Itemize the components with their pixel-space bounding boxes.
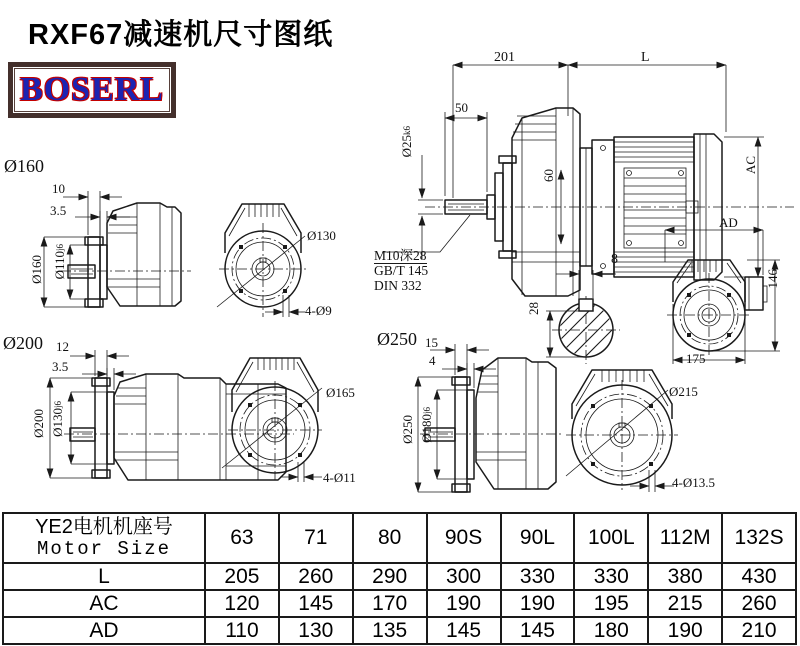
dim-160-spigot: Ø110j6 (52, 244, 67, 280)
dim-215-flange: Ø215 (669, 384, 698, 399)
cell-L-71: 260 (279, 563, 353, 590)
cell-AC-100l: 195 (574, 590, 648, 617)
table-row-AC (3, 590, 796, 617)
dim-146: 146 (765, 269, 780, 289)
label-flange-250: Ø250 (377, 329, 417, 349)
boserl-logo-frame (14, 68, 170, 112)
table-col-112m: 112M (648, 513, 722, 563)
boserl-logo-text: BOSERL (20, 71, 164, 108)
cell-AD-132s: 210 (722, 617, 796, 644)
table-col-100l: 100L (574, 513, 648, 563)
table-row-L (3, 563, 796, 590)
dim-250-outer: Ø250 (400, 415, 415, 444)
dim-key-depth: 28 (526, 302, 541, 315)
dim-215-bolts: 4-Ø13.5 (672, 475, 715, 490)
dim-200-top2: 3.5 (52, 359, 69, 374)
cell-L-112m: 380 (648, 563, 722, 590)
dim-AC: AC (743, 156, 758, 175)
cell-L-80: 290 (353, 563, 427, 590)
dim-160-top1: 10 (52, 181, 65, 196)
cell-AC-112m: 215 (648, 590, 722, 617)
callout-thread-spec: M10深28 (374, 248, 427, 263)
cell-AD-80: 135 (353, 617, 427, 644)
dim-160-outer: Ø160 (29, 255, 44, 284)
cell-AC-71: 145 (279, 590, 353, 617)
table-col-90l: 90L (501, 513, 575, 563)
cell-AC-132s: 260 (722, 590, 796, 617)
tapped-hole-callout (374, 248, 428, 293)
callout-standard-din: DIN 332 (374, 278, 422, 293)
dim-165-bolts: 4-Ø11 (323, 470, 356, 485)
cell-AD-100l: 180 (574, 617, 648, 644)
table-col-63: 63 (205, 513, 279, 563)
table-row-AD (3, 617, 796, 644)
dim-160-top2: 3.5 (50, 203, 67, 218)
dim-250-spigot: Ø180j6 (419, 407, 434, 443)
cell-AD-90l: 145 (501, 617, 575, 644)
dim-L: L (641, 50, 650, 65)
row-label-AD: AD (3, 617, 205, 644)
callout-standard-gb: GB/T 145 (374, 263, 429, 278)
dim-shaft-dia: Ø25k6 (399, 126, 414, 158)
table-col-132s: 132S (722, 513, 796, 563)
table-col-90s: 90S (427, 513, 501, 563)
front-view-165-drawing (210, 350, 375, 522)
cell-L-132s: 430 (722, 563, 796, 590)
cell-AC-63: 120 (205, 590, 279, 617)
cell-AD-63: 110 (205, 617, 279, 644)
table-col-71: 71 (279, 513, 353, 563)
table-header-motor-size: YE2电机机座号 Motor Size (3, 513, 205, 563)
motor-size-table (2, 512, 797, 645)
row-label-AC: AC (3, 590, 205, 617)
label-flange-160: Ø160 (4, 156, 44, 176)
dim-200-top1: 12 (56, 339, 69, 354)
boserl-logo (8, 62, 176, 118)
row-label-L: L (3, 563, 205, 590)
dim-175: 175 (686, 351, 706, 366)
cell-L-90s: 300 (427, 563, 501, 590)
cell-AD-71: 130 (279, 617, 353, 644)
dim-130-flange: Ø130 (307, 228, 336, 243)
dim-200-outer: Ø200 (31, 409, 46, 438)
label-flange-200: Ø200 (3, 333, 43, 353)
dim-165-flange: Ø165 (326, 385, 355, 400)
cell-AC-90s: 190 (427, 590, 501, 617)
table-col-80: 80 (353, 513, 427, 563)
dim-200-spigot: Ø130j6 (50, 401, 65, 437)
table-header-row (3, 513, 796, 563)
dim-130-bolts: 4-Ø9 (305, 303, 332, 318)
dim-201: 201 (494, 50, 515, 65)
dim-50: 50 (455, 100, 468, 115)
dim-250-top2: 4 (429, 353, 436, 368)
dim-250-top1: 15 (425, 335, 438, 350)
dim-AD: AD (719, 215, 738, 230)
cell-L-90l: 330 (501, 563, 575, 590)
cell-AC-90l: 190 (501, 590, 575, 617)
front-view-130-drawing (205, 195, 365, 327)
ad-view-drawing (640, 212, 800, 372)
cell-AD-90s: 145 (427, 617, 501, 644)
cell-L-63: 205 (205, 563, 279, 590)
page-title: RXF67减速机尺寸图纸 (28, 19, 334, 51)
dim-key-width: 8 (611, 252, 618, 267)
cell-AC-80: 170 (353, 590, 427, 617)
cell-AD-112m: 190 (648, 617, 722, 644)
cell-L-100l: 330 (574, 563, 648, 590)
dim-60: 60 (541, 169, 556, 182)
